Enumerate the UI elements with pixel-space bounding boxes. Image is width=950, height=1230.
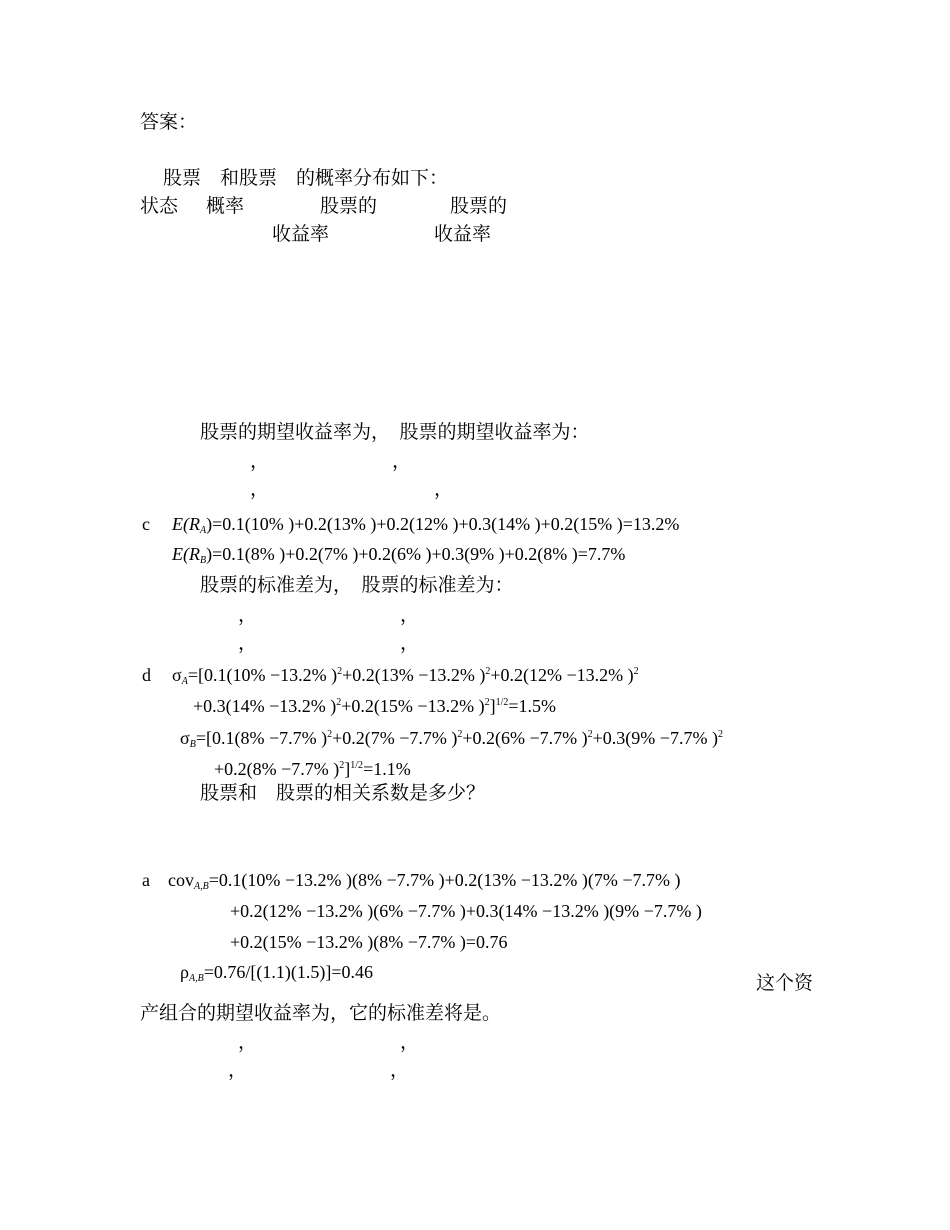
comma: ， (238, 604, 258, 626)
std-dev-a-formula-line1: $\sigma_A=[0.1(10\% -13.2\%$ )$^2$+0.2(13% −13.2% )$^2$+0.2(12% −13.2% )$^2$ (172, 665, 639, 687)
comma: ， (238, 632, 258, 654)
covariance-formula-line2: +0.2(12% −13.2% )(6% −7.7% )+0.3(14% −13.2% )(9% −7.7% ) (230, 901, 702, 921)
std-dev-b-formula-line1: $\sigma_B=[0.1(8\% -7.7\%$ )$^2$+0.2(7% −7.7% )$^2$+0.2(6% −7.7% )$^2$+0.3(9% −7.7% )$^2$ (180, 728, 723, 750)
comma: ， (228, 1059, 248, 1081)
std-dev-b-formula-line2: +0.2(8% −7.7% )$^2$]$^{1/2}$=1.1% (214, 759, 411, 779)
comma: ， (400, 632, 420, 654)
std-dev-a-formula-line2: +0.3(14% −13.2% )$^2$+0.2(15% −13.2% )$^2$]$^{1/2}$=1.5% (193, 696, 556, 716)
distribution-intro: 股票 和股票 的概率分布如下： (163, 167, 449, 189)
expected-return-a-formula: $E(R_A)=0.1(10\%$ )+0.2(13% )+0.2(12% )+0.3(14% )+0.2(15% )=13.2% (172, 514, 680, 536)
option-label-c: c (142, 514, 150, 534)
std-dev-intro: 股票的标准差为， 股票的标准差为： (200, 574, 514, 596)
header-stock-b-return-2: 收益率 (434, 223, 492, 245)
expected-return-b-formula: $E(R_B)=0.1(8\%$ )+0.2(7% )+0.2(6% )+0.3(9% )+0.2(8% )=7.7% (172, 544, 626, 566)
covariance-formula-line3: +0.2(15% −13.2% )(8% −7.7% )=0.76 (230, 932, 508, 952)
header-probability: 概率 (206, 195, 245, 217)
header-state: 状态 (140, 195, 179, 217)
correlation-formula: $\rho_{A,B}=0.76/[(1.1)(1.5)]=0.46$ (180, 962, 373, 984)
correlation-question: 股票和 股票的相关系数是多少？ (200, 782, 486, 804)
portfolio-question-line1-tail: 这个资 (756, 972, 814, 994)
header-stock-a-return-2: 收益率 (272, 223, 330, 245)
covariance-formula-line1: cov$_{A,B}$=0.1(10% −13.2% )(8% −7.7% )+0.2(13% −13.2% )(7% −7.7% ) (168, 870, 681, 892)
portfolio-question-line2: 产组合的期望收益率为，它的标准差将是。 (140, 1002, 502, 1024)
answer-heading: 答案： (140, 111, 198, 133)
option-label-d: d (142, 665, 151, 685)
comma: ， (434, 478, 454, 500)
comma: ， (400, 1031, 420, 1053)
comma: ， (400, 604, 420, 626)
header-stock-a-return-1: 股票的 (320, 195, 378, 217)
header-stock-b-return-1: 股票的 (450, 195, 508, 217)
comma: ， (250, 478, 270, 500)
comma: ， (390, 1059, 410, 1081)
option-label-a: a (142, 870, 150, 890)
expected-return-intro: 股票的期望收益率为， 股票的期望收益率为： (200, 421, 590, 443)
comma: ， (250, 450, 270, 472)
comma: ， (392, 450, 412, 472)
comma: ， (238, 1031, 258, 1053)
